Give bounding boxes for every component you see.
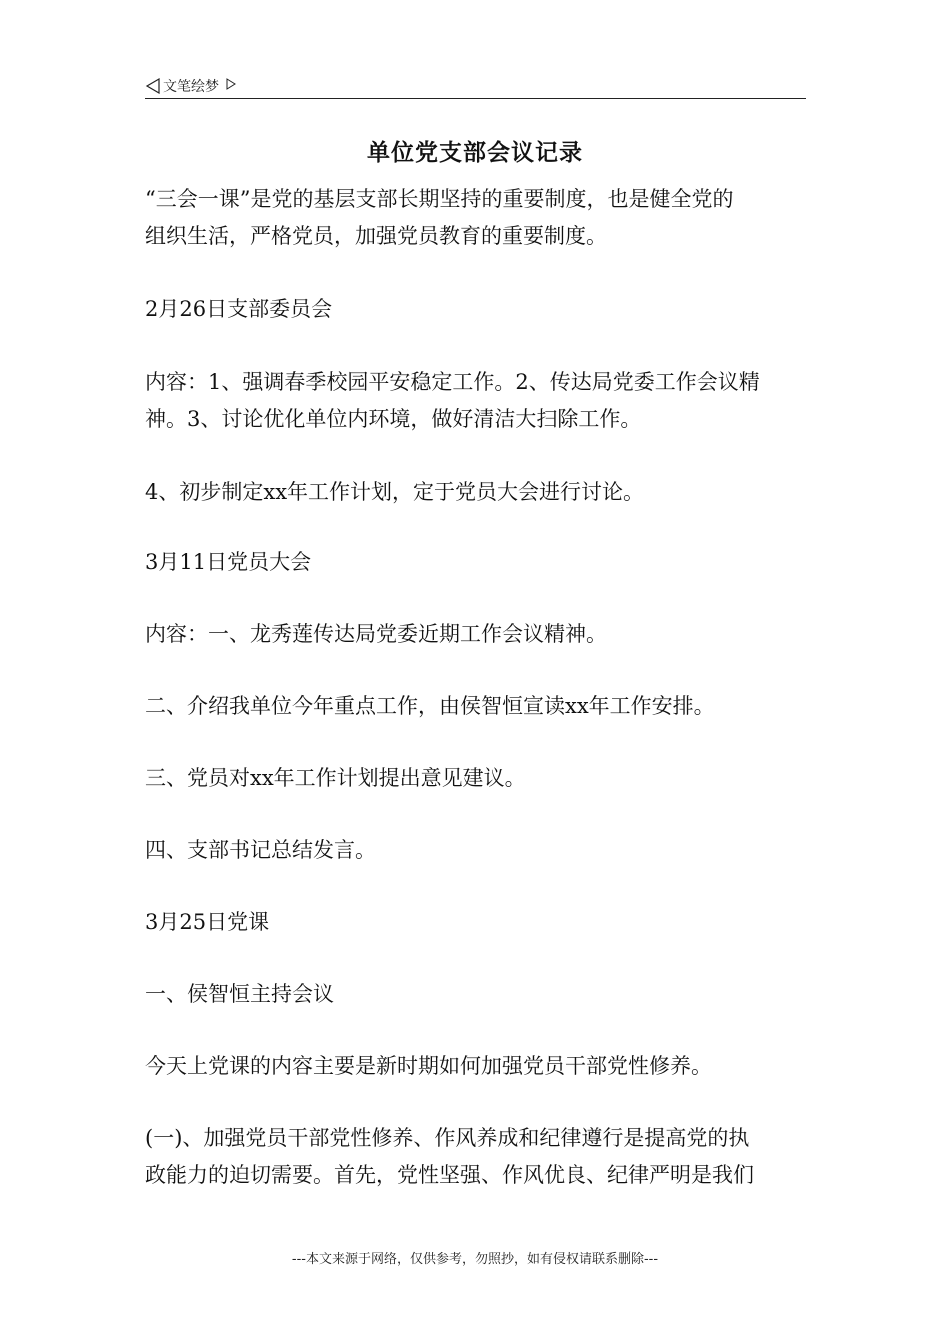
- paragraph: [145, 832, 810, 869]
- paragraph-line: 神。3、讨论优化单位内环境，做好清洁大扫除工作。: [145, 407, 642, 431]
- paragraph: [145, 364, 810, 438]
- paragraph-line: 四、支部书记总结发言。: [145, 838, 376, 862]
- paragraph: [145, 291, 810, 328]
- paragraph: [145, 181, 810, 255]
- paragraph: [145, 1120, 810, 1194]
- paragraph-line: “三会一课”是党的基层支部长期坚持的重要制度，也是健全党的: [145, 187, 734, 211]
- paragraph-line: 3月11日党员大会: [145, 550, 312, 574]
- paragraph: [145, 544, 810, 581]
- paragraph: [145, 616, 810, 653]
- paragraph-line: 二、介绍我单位今年重点工作，由侯智恒宣读xx年工作安排。: [145, 694, 715, 718]
- paragraph-line: 2月26日支部委员会: [145, 297, 333, 321]
- paragraph-line: 内容：1、强调春季校园平安稳定工作。2、传达局党委工作会议精: [145, 370, 760, 394]
- triangle-left-icon: [145, 78, 161, 94]
- paragraph-line: 内容：一、龙秀莲传达局党委近期工作会议精神。: [145, 622, 607, 646]
- paragraph-line: 政能力的迫切需要。首先，党性坚强、作风优良、纪律严明是我们: [145, 1163, 754, 1187]
- paragraph-line: 组织生活，严格党员，加强党员教育的重要制度。: [145, 224, 607, 248]
- paragraph: [145, 1048, 810, 1085]
- paragraph-line: 一、侯智恒主持会议: [145, 982, 334, 1006]
- document-title: 单位党支部会议记录: [367, 140, 583, 166]
- paragraph-line: (一)、加强党员干部党性修养、作风养成和纪律遵行是提高党的执: [145, 1126, 750, 1150]
- paragraph-line: 3月25日党课: [145, 910, 270, 934]
- triangle-right-icon: [225, 78, 237, 90]
- header-brand: 文笔绘梦: [163, 79, 219, 95]
- paragraph: [145, 904, 810, 941]
- paragraph: [145, 976, 810, 1013]
- paragraph-line: 4、初步制定xx年工作计划，定于党员大会进行讨论。: [145, 480, 645, 504]
- page-header: [145, 74, 806, 99]
- paragraph-line: 三、党员对xx年工作计划提出意见建议。: [145, 766, 526, 790]
- paragraph-line: 今天上党课的内容主要是新时期如何加强党员干部党性修养。: [145, 1054, 712, 1078]
- paragraph: [145, 688, 810, 725]
- paragraph: [145, 760, 810, 797]
- page-footer-disclaimer: ---本文来源于网络，仅供参考，勿照抄，如有侵权请联系删除---: [291, 1252, 659, 1267]
- paragraph: [145, 474, 810, 511]
